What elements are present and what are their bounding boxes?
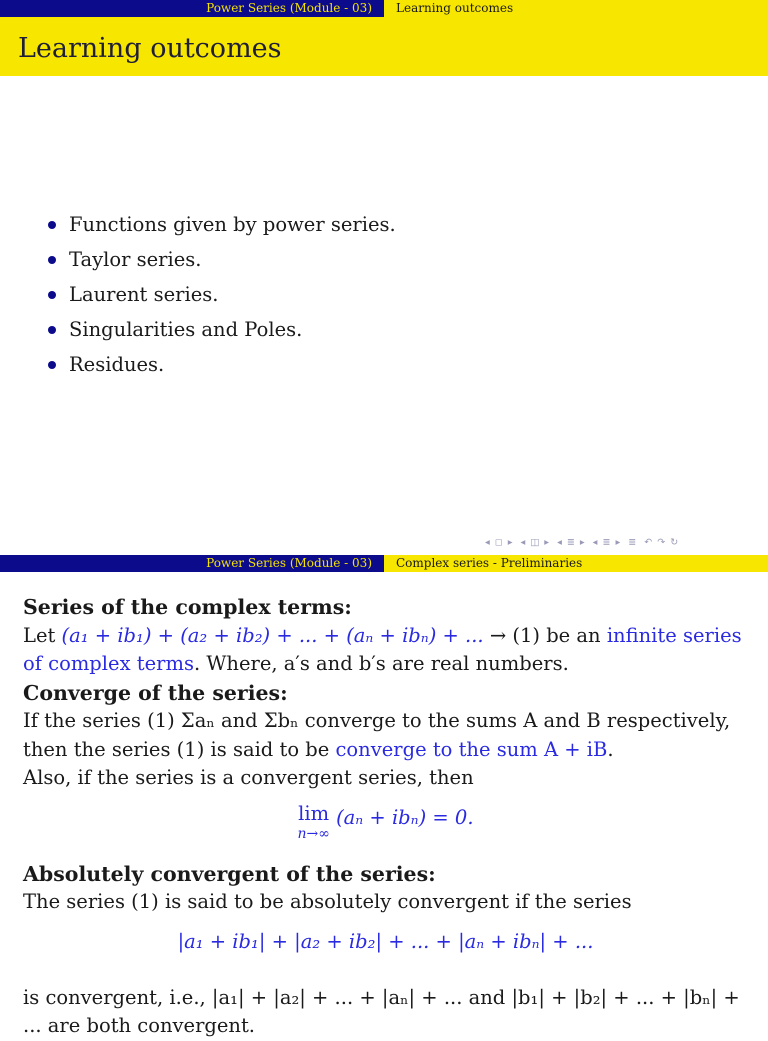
nav-section-icon[interactable]: ◂ ≣ ▸ (557, 537, 586, 548)
slide-title: Learning outcomes (0, 17, 768, 76)
heading-converge: Converge of the series: (23, 680, 288, 705)
heading-series-complex: Series of the complex terms: (23, 595, 352, 619)
paragraph-definition: Let (a₁ + ib₁) + (a₂ + ib₂) + ... + (aₙ + ibₙ) + ... → (1) be an infinite series of complex terms. Where, a′s and b′s are real numbers. (23, 623, 742, 675)
slide-header-bar (0, 0, 768, 17)
slide-complex-series (0, 555, 768, 1037)
paragraph-partial: is convergent, i.e., |a₁| + |a₂| + ... + |aₙ| + ... and |b₁| + |b₂| + ... + |bₙ| + ... are both convergent. (23, 985, 740, 1037)
module-label: Power Series (Module - 03) (0, 555, 384, 572)
slide-header-bar (0, 555, 768, 572)
slide-body (23, 593, 748, 1037)
bullet-icon (48, 361, 56, 369)
bullet-icon (48, 291, 56, 299)
outcomes-list (47, 211, 396, 386)
absolute-series-formula: |a₁ + ib₁| + |a₂ + ib₂| + ... + |aₙ + ibₙ| + ... (177, 929, 594, 953)
limit-formula: lim n→∞ (aₙ + ibₙ) = 0. (297, 801, 474, 842)
list-item: Residues. (47, 351, 396, 386)
converge-sum-term: converge to the sum A + iB (335, 737, 608, 761)
list-item: Laurent series. (47, 281, 396, 316)
bullet-icon (48, 326, 56, 334)
nav-frame-icon[interactable]: ◂ ◻ ▸ (485, 537, 514, 548)
series-expression: (a₁ + ib₁) + (a₂ + ib₂) + ... + (aₙ + ibₙ) + ... (61, 623, 484, 647)
section-label: Complex series - Preliminaries (384, 555, 768, 572)
nav-toc-icon[interactable]: ≣ (628, 537, 638, 548)
infinite-series-term: infinite series of complex terms (23, 623, 742, 675)
paragraph-also: Also, if the series is a convergent series, then (23, 766, 474, 789)
paragraph-converge: If the series (1) Σaₙ and Σbₙ converge to the sums A and B respectively, then the series (1) is said to be converge to the sum A + iB. (23, 709, 731, 761)
beamer-navigation-bar[interactable] (485, 537, 682, 548)
nav-search-icon[interactable]: ↶ ↷ ↻ (644, 537, 680, 548)
bullet-icon (48, 256, 56, 264)
heading-absolute: Absolutely convergent of the series: (23, 861, 436, 886)
module-label: Power Series (Module - 03) (0, 0, 384, 17)
list-item: Functions given by power series. (47, 211, 396, 246)
nav-subsection-icon[interactable]: ◂ ◫ ▸ (520, 537, 551, 548)
section-label: Learning outcomes (384, 0, 768, 17)
paragraph-absolute: The series (1) is said to be absolutely convergent if the series (23, 890, 632, 913)
bullet-icon (48, 221, 56, 229)
list-item: Singularities and Poles. (47, 316, 396, 351)
nav-document-icon[interactable]: ◂ ≣ ▸ (592, 537, 622, 548)
list-item: Taylor series. (47, 246, 396, 281)
